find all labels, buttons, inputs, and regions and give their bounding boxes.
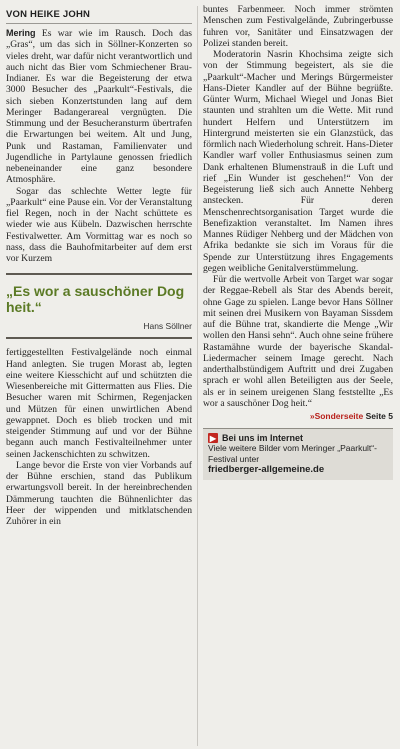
article-paragraph: Sogar das schlechte Wetter legte für „Paarkult“ eine Pause ein. Vor der Veranstaltung fiel Regen, noch in der Nacht schüttete es wieder wie aus Kübeln. Dazwischen herrschte Festivalwetter. Am Vormittag war es noch so nass, dass die Bauhofmitarbeiter auf dem erst vor Kurzem bbox=[6, 185, 192, 264]
column-divider bbox=[197, 6, 198, 746]
right-column bbox=[203, 0, 393, 480]
article-paragraph: buntes Farbenmeer. Noch immer strömten Menschen zum Festivalgelände, Zubringerbusse fuhren vor, Sanitäter und Einsatzwagen der Polizei standen bereit. bbox=[203, 4, 393, 49]
pull-quote-author: Hans Söllner bbox=[143, 321, 192, 332]
article-paragraph: Moderatorin Nasrin Khochsima zeigte sich von der Stimmung begeistert, als sie die „Paarkult“-Macher und Merings Bürgermeister Hans-Dieter Kandler auf der Bühne begrüßte. Günter Wurm, Michael Wiegel und Jonas Biet staunten und strahlten um die Wette. Mit rund hundert Helfern und Unterstützern im Hintergrund meisterten sie ein Glanzstück, das förmlich nach Wiederholung schreit. Hans-Dieter Kandler warf voller Enthusiasmus seinen zum Dank erhaltenen Blumenstrauß in die Luft und rief „Ein Wunder ist geschehen!“ Von der Begeisterung ließ sich auch Annette Nehberg anstecken. Für deren Menschenrechtsorganisation Target wurde die Benefizaktion veranstaltet. Im Namen ihres Mannes Rüdiger Nehberg und der Mädchen von Afrika bedankte sie sich im Voraus für die Spende zur Unterstützung ihres Engagements gegen weibliche Genitalverstümmelung. bbox=[203, 49, 393, 274]
internet-box-text: Viele weitere Bilder vom Meringer „Paarkult“-Festival unter bbox=[208, 443, 377, 464]
article-paragraph: Mering Es war wie im Rausch. Doch das „Gras“, um das sich in Söllner-Konzerten so vieles dreht, war dafür nicht verantwortlich und auch nicht das Bier vom Schmiechener Brau-Indianer. Es war die Begeisterung der etwa 3000 Besucher des „Paarkult“-Festivals, die sich sieben Konzertstunden lang auf dem Meringer Badangerareal vergnügten. Die Stimmung und der Besucheransturm übertrafen die Erwartungen bei weitem. Alt und Jung, Punk und Rastaman, Familienvater und Jugendliche in Partylaune genossen friedlich nebeneinander eine ganz besondere Atmosphäre. bbox=[6, 28, 192, 186]
reference-section: Sonderseite bbox=[314, 411, 364, 421]
byline: VON HEIKE JOHN bbox=[6, 0, 192, 24]
internet-box-link[interactable]: friedberger-allgemeine.de bbox=[208, 464, 325, 475]
article-paragraph: Für die wertvolle Arbeit von Target war sogar der Reggae-Rebell als Star des Abends bereit, ohne Gage zu spielen. Lange bevor Hans Söllner mit seinen drei Musikern von Bayaman Sissdem auf die Bühne trat, skandierte die Menge „Wir wollen den Hansi sehn“. Auch ohne seine frühere Rastamähne wurde der bayerische Skandal-Liedermacher seinem Image gerecht. Nach anderthalbstündigem Auftritt und drei Zugaben sprach er wohl allen Beteiligten aus der Seele, als er in seinem ureigenen Slang feststellte „Es wor a sauschöner Dog heit.“ bbox=[203, 274, 393, 409]
arrow-icon: » bbox=[309, 411, 315, 421]
internet-box-title: ▶ Bei uns im Internet bbox=[209, 433, 304, 443]
internet-box bbox=[203, 428, 393, 480]
arrow-right-icon: ▶ bbox=[209, 433, 217, 443]
pull-quote-text: „Es wor a sauschöner Dog heit.“ bbox=[6, 283, 185, 316]
page-reference[interactable] bbox=[203, 411, 393, 421]
reference-page: Seite 5 bbox=[365, 411, 393, 421]
left-column bbox=[6, 0, 192, 527]
article-paragraph: Lange bevor die Erste von vier Vorbands auf der Bühne erschien, stand das Publikum erwartungsvoll bereit. In der hereinbrechenden Dämmerung tauchten die Bühnenlichter das Heer der wippenden und mitklatschenden Zuhörer in ein bbox=[6, 459, 192, 527]
dateline: Mering bbox=[6, 28, 36, 38]
article-paragraph: fertiggestellten Festivalgelände noch einmal Hand anlegten. Sie trugen Morast ab, legten eine weitere Kiesschicht auf und schützten die Wiesenbereiche mit Gittermatten aus Flies. Die Besucher waren mit Schirmen, Regenjacken und Mützen für einen unwirtlichen Abend gewappnet. Doch es blieb trocken und mit steigender Stimmung auf und vor der Bühne begann auch manch Festivalteilnehmer unter seinen Jackenschichten zu schwitzen. bbox=[6, 347, 192, 460]
pull-quote bbox=[6, 273, 192, 339]
